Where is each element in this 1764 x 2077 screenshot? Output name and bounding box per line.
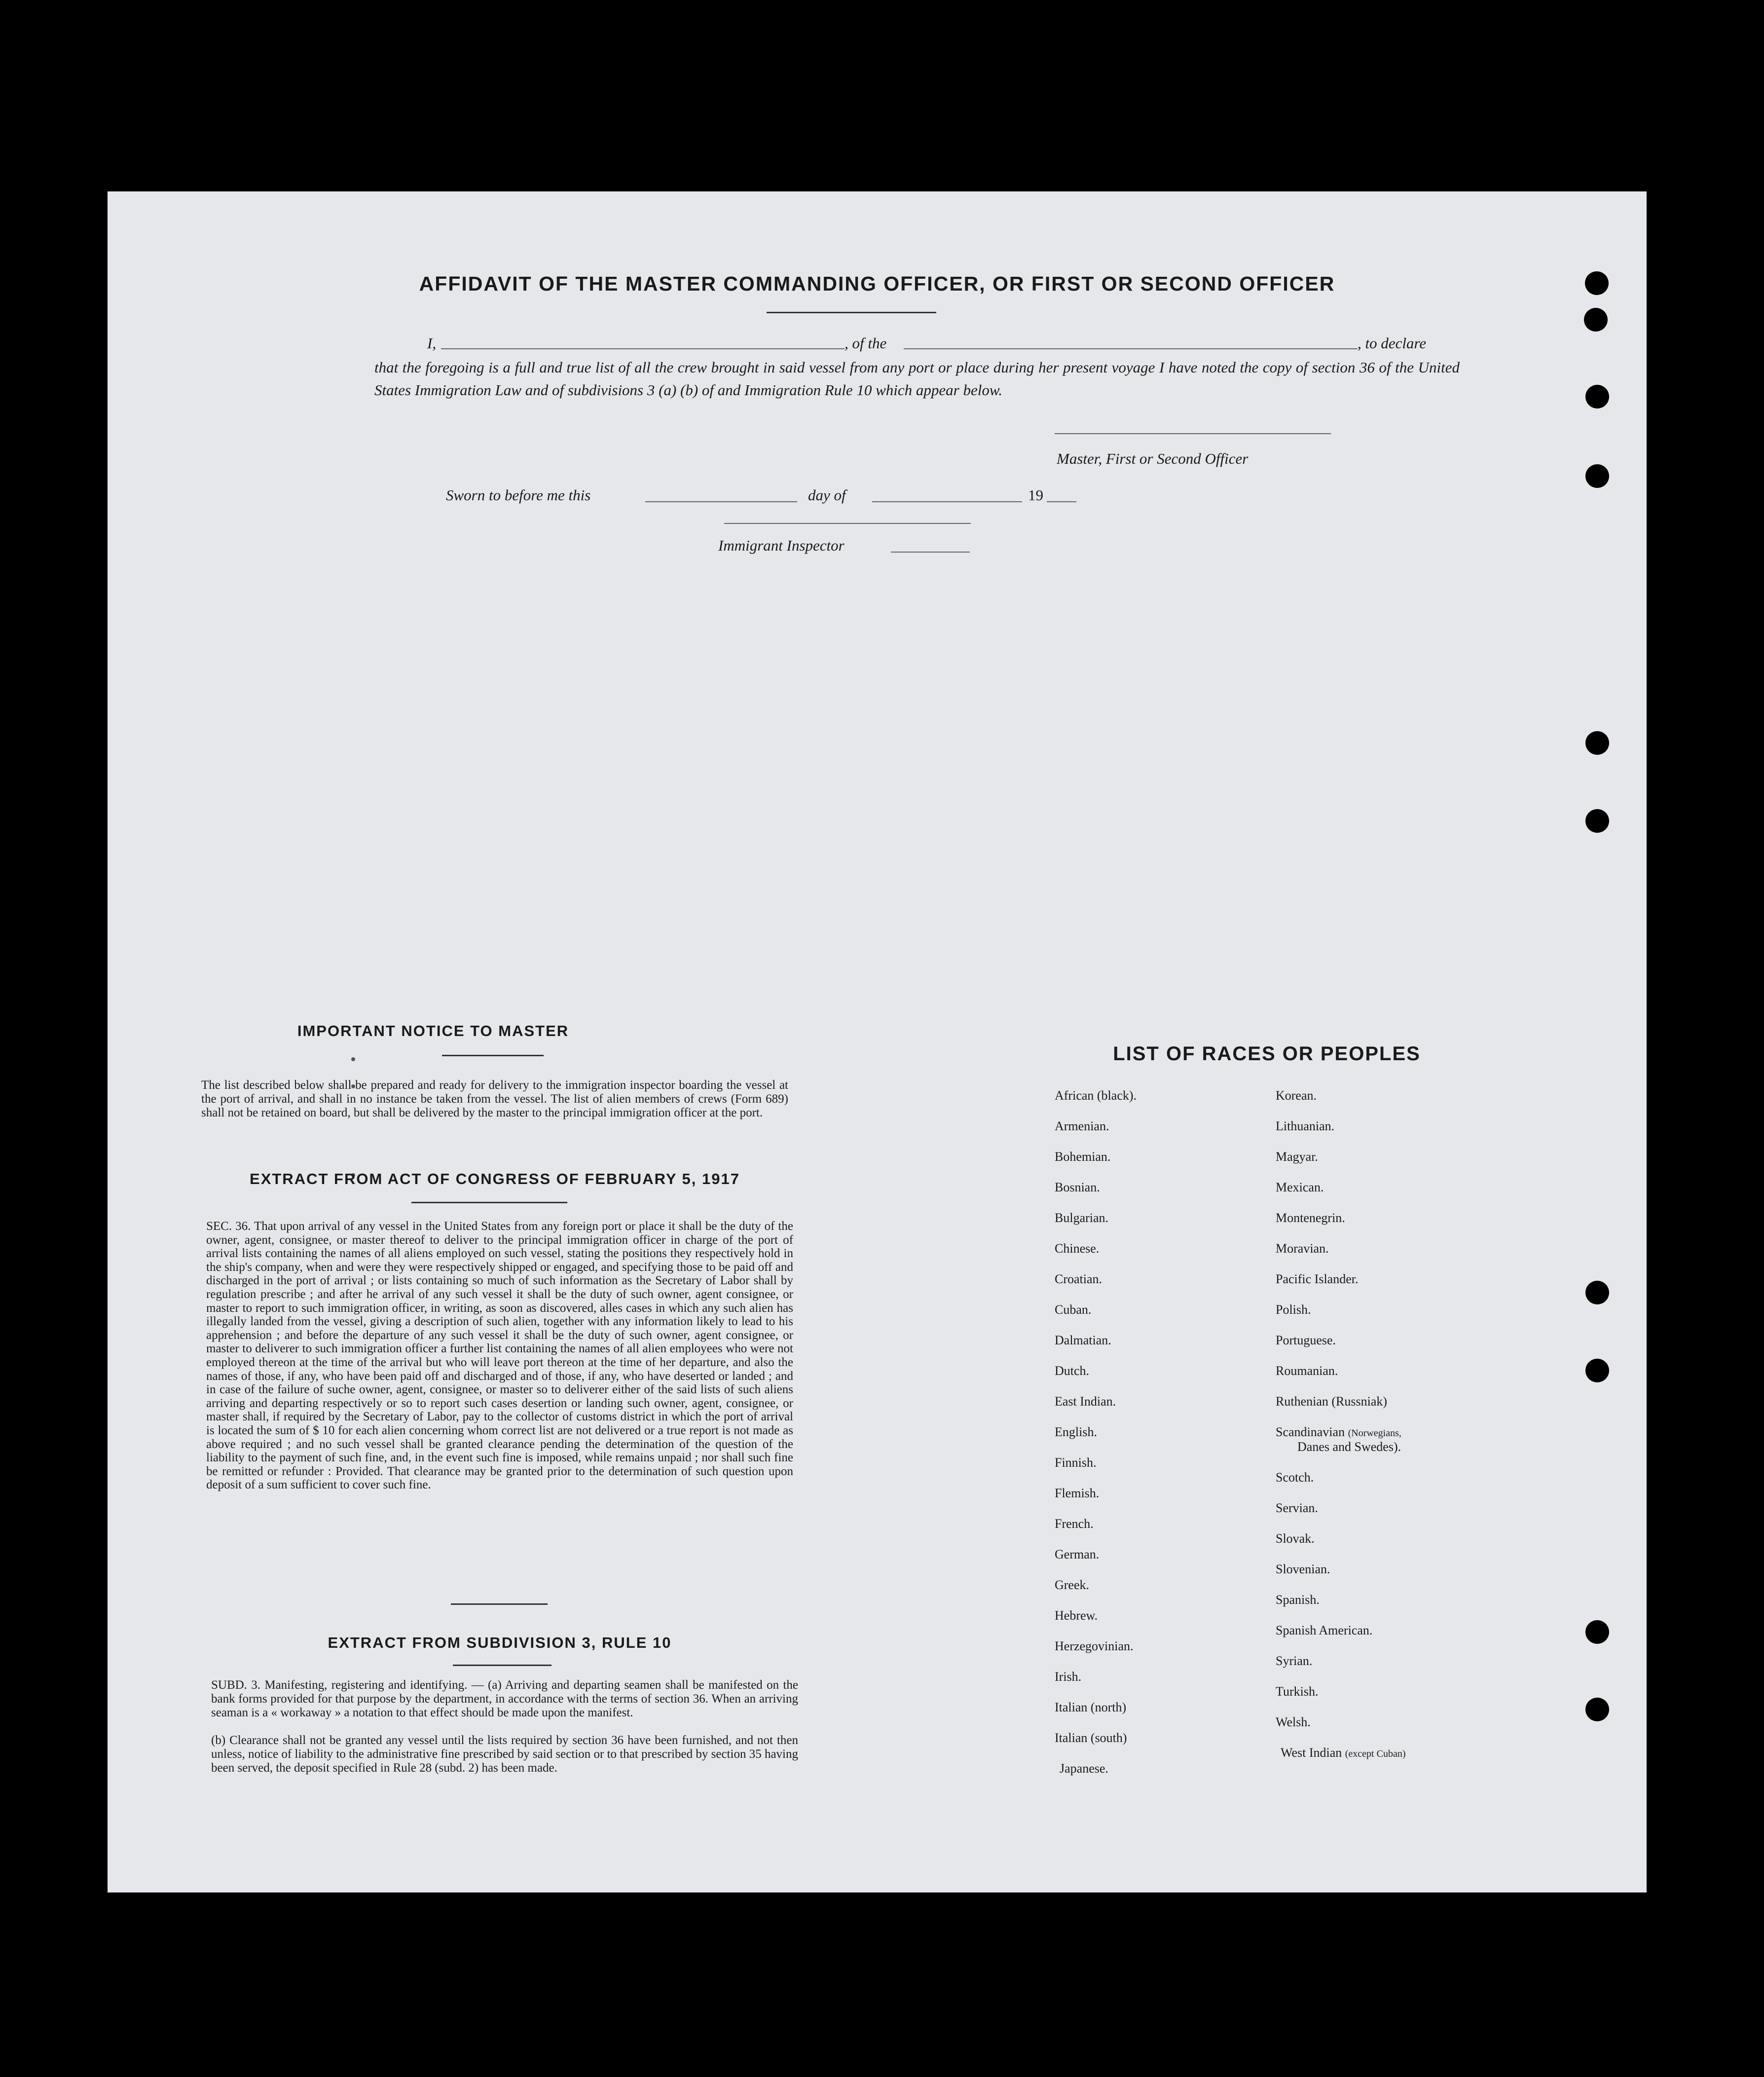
document-page [108, 191, 1647, 1892]
race-item: Montenegrin. [1276, 1211, 1345, 1225]
race-item: Welsh. [1276, 1715, 1311, 1729]
race-note: Danes and Swedes). [1297, 1440, 1401, 1454]
race-item: English. [1055, 1425, 1097, 1439]
race-item: Italian (south) [1055, 1731, 1127, 1745]
race-item [1276, 1425, 1401, 1440]
race-note: (except Cuban) [1345, 1748, 1406, 1759]
vessel-name-line [904, 348, 1358, 349]
race-note: (Norwegians, [1348, 1428, 1401, 1439]
race-item: Pacific Islander. [1276, 1272, 1359, 1286]
race-item [1281, 1745, 1406, 1760]
signature-label: Master, First or Second Officer [1057, 450, 1249, 467]
punch-hole [1585, 809, 1609, 833]
signature-line [1055, 433, 1331, 434]
punch-hole [1585, 1281, 1609, 1304]
race-item: East Indian. [1055, 1394, 1116, 1409]
race-item: Greek. [1055, 1578, 1090, 1592]
race-item: Ruthenian (Russniak) [1276, 1394, 1388, 1409]
race-item: Flemish. [1055, 1486, 1100, 1500]
punch-hole [1585, 464, 1609, 488]
rule-text-a: SUBD. 3. Manifesting, registering and identifying. — (a) Arriving and departing seamen shall be manifested on the bank forms provided for that purpose by the department, in accordance with the terms of section 36. When an arriving seaman is a « workaway » a notation to that effect should be made upon the manifest. [211, 1678, 798, 1719]
punch-hole [1584, 308, 1608, 332]
notice-text: The list described below shall be prepared and ready for delivery to the immigration inspector boarding the vessel at the port of arrival, and shall in no instance be taken from the vessel. The list of alien members of crews (Form 689) shall not be retained on board, but shall be delivered by the master to the principal immigration officer at the port. [201, 1078, 788, 1119]
race-item: Moravian. [1276, 1241, 1329, 1256]
race-item: Japanese. [1060, 1761, 1108, 1776]
race-item: Spanish American. [1276, 1623, 1373, 1637]
race-item: Slovenian. [1276, 1562, 1330, 1576]
race-item: Spanish. [1276, 1593, 1320, 1607]
race-label: Scandinavian [1276, 1425, 1345, 1439]
year-prefix: 19 [1028, 486, 1043, 504]
to-declare-label: , to declare [1358, 334, 1427, 352]
notice-rule [442, 1055, 544, 1056]
inspector-label: Immigrant Inspector [718, 537, 845, 554]
race-item: Servian. [1276, 1501, 1318, 1515]
race-item: Cuban. [1055, 1302, 1092, 1317]
rule-title-rule [453, 1665, 551, 1666]
race-item: Roumanian. [1276, 1364, 1338, 1378]
act-rule [411, 1202, 567, 1203]
affidavit-body: that the foregoing is a full and true list of all the crew brought in said vessel from any port or place during her present voyage I have noted the copy of section 36 of the United States Immigration Law and of subdivisions 3 (a) (b) of and Immigration Rule 10 which appear below. [374, 359, 1460, 399]
act-end-rule [451, 1603, 548, 1605]
sworn-year-line [1047, 501, 1076, 502]
race-item: Hebrew. [1055, 1608, 1098, 1623]
race-item: Turkish. [1276, 1684, 1319, 1699]
race-item: Polish. [1276, 1302, 1311, 1317]
race-item: Dalmatian. [1055, 1333, 1111, 1347]
race-item: Korean. [1276, 1088, 1317, 1103]
notice-title: IMPORTANT NOTICE TO MASTER [297, 1022, 569, 1039]
inspector-top-line [724, 523, 971, 524]
sworn-month-line [872, 501, 1022, 502]
race-item: Bosnian. [1055, 1180, 1100, 1194]
affidavit-title: AFFIDAVIT OF THE MASTER COMMANDING OFFICER, OR FIRST OR SECOND OFFICER [419, 272, 1335, 295]
race-item: German. [1055, 1547, 1100, 1561]
race-item: Lithuanian. [1276, 1119, 1335, 1133]
punch-hole [1585, 1698, 1609, 1721]
rule-title: EXTRACT FROM SUBDIVISION 3, RULE 10 [328, 1634, 672, 1651]
punch-hole [1585, 731, 1609, 755]
race-item: Slovak. [1276, 1531, 1315, 1546]
race-item: African (black). [1055, 1088, 1137, 1103]
sworn-label: Sworn to before me this [446, 486, 591, 504]
of-the-label: , of the [845, 334, 887, 352]
race-item: Syrian. [1276, 1654, 1313, 1668]
race-item: Herzegovinian. [1055, 1639, 1134, 1653]
race-item: Armenian. [1055, 1119, 1109, 1133]
race-item: Italian (north) [1055, 1700, 1127, 1714]
bleed-dot [351, 1057, 355, 1061]
race-item: Magyar. [1276, 1150, 1318, 1164]
race-note-line [1297, 1440, 1401, 1454]
punch-hole [1585, 1359, 1609, 1382]
day-of-label: day of [808, 486, 846, 504]
inspector-line [891, 552, 970, 553]
declarant-name-line [441, 348, 845, 349]
race-item: French. [1055, 1517, 1094, 1531]
punch-hole [1585, 385, 1609, 408]
races-title: LIST OF RACES OR PEOPLES [1113, 1043, 1421, 1065]
rule-text-b: (b) Clearance shall not be granted any vessel until the lists required by section 36 have been furnished, and not then unless, notice of liability to the administrative fine prescribed by said section or to that prescribed by section 35 having been served, the deposit specified in Rule 28 (subd. 2) has been made. [211, 1734, 798, 1775]
race-item: Bohemian. [1055, 1150, 1111, 1164]
race-item: Dutch. [1055, 1364, 1090, 1378]
sworn-day-line [645, 501, 797, 502]
declarant-prefix: I, [427, 334, 437, 352]
act-text: SEC. 36. That upon arrival of any vessel in the United States from any foreign port or place it shall be the duty of the owner, agent, consignee, or master thereof to deliver to the principal immigration officer in charge of the port of arrival lists containing the names of all aliens employed on such vessel, stating the positions they respectively hold in the ship's company, when and were they were respectively shipped or engaged, and specifying those to be paid off and discharged in the port of arrival ; or lists containing so much of such information as the Secretary of Labor shall by regulation prescribe ; and after he arrival of any such vessel it shall be the duty of such owner, agent consignee, or master to report to such immigration officer, in writing, as soon as discovered, alles cases in which any such alien has illegally landed from the vessel, giving a description of such alien, together with any information likely to lead to his apprehension ; and before the departure of any such vessel it shall be the duty of such owner, agent consignee, or master to deliverer to such immigration officer a further list containing the names of all alien employees who were not employed thereon at the time of the arrival but who will leave port thereon at the time of her departure, and also the names of those, if any, who have been paid off and discharged and of those, if any, who have deserted or landed ; and in case of the failure of suche owner, agent, consignee, or master so to deliverer either of the said lists of such aliens arriving and departing respectively or so to report such cases desertion or landing such owner, agent, consignee, or master shall, if required by the Secretary of Labor, pay to the collector of customs district in which the port of arrival is located the sum of $ 10 for each alien concerning whom correct list are not delivered or a true report is not made as above required ; and no such vessel shall be granted clearance pending the determination of the question of the liability to the payment of such fine, and, in the event such fine is imposed, while remains unpaid ; nor shall such fine be remitted or refunder : Provided. That clearance may be granted prior to the determination of such question upon deposit of a sum sufficient to cover such fine. [206, 1220, 793, 1492]
race-item: Mexican. [1276, 1180, 1324, 1194]
punch-hole [1585, 1620, 1609, 1644]
race-item: Bulgarian. [1055, 1211, 1109, 1225]
race-item: Finnish. [1055, 1455, 1097, 1470]
act-title: EXTRACT FROM ACT OF CONGRESS OF FEBRUARY 5, 1917 [250, 1170, 740, 1187]
race-item: Scotch. [1276, 1470, 1314, 1484]
race-item: Croatian. [1055, 1272, 1102, 1286]
race-item: Irish. [1055, 1669, 1082, 1684]
title-rule [767, 312, 936, 313]
race-label: West Indian [1281, 1745, 1342, 1760]
race-item: Portuguese. [1276, 1333, 1336, 1347]
race-item: Chinese. [1055, 1241, 1100, 1256]
